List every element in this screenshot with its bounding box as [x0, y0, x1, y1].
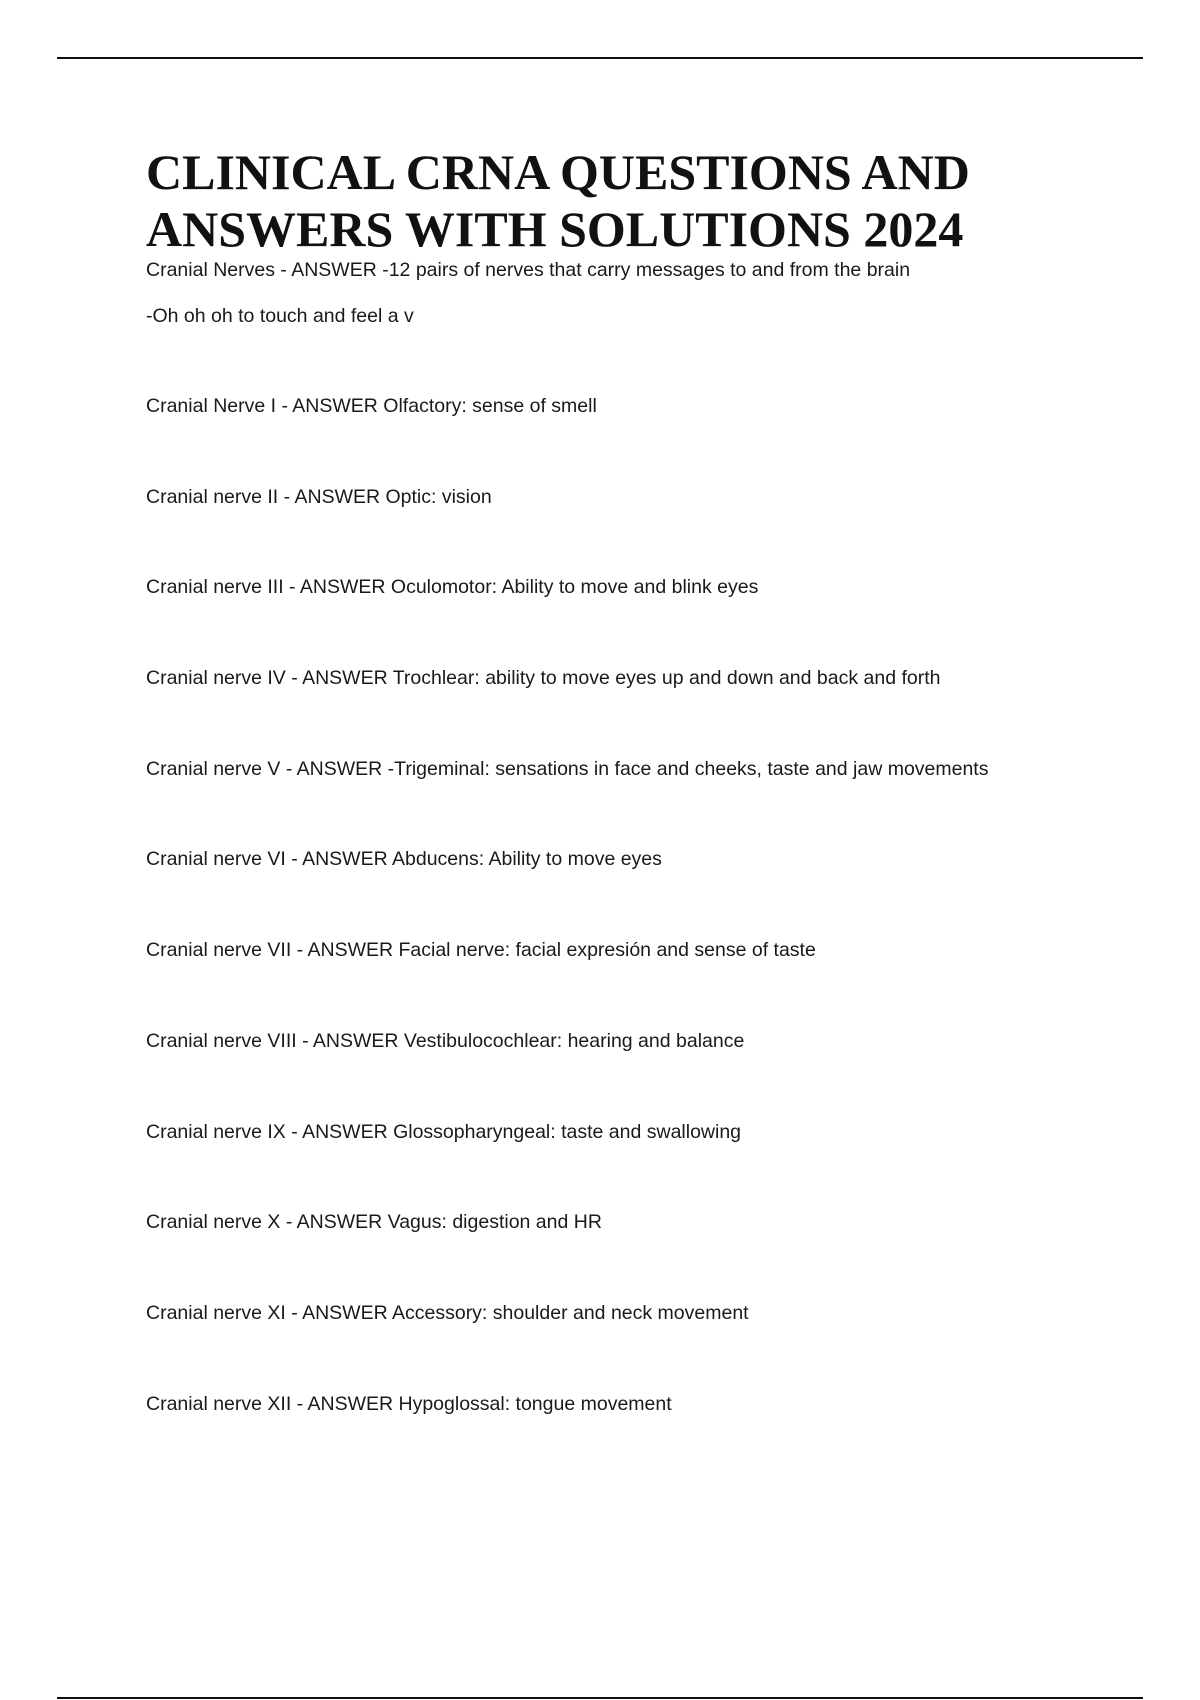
qa-entry: Cranial nerve XI - ANSWER Accessory: shoulder and neck movement	[146, 1301, 749, 1324]
header-rule	[57, 57, 1143, 59]
qa-list	[146, 394, 1106, 1416]
document-title	[146, 144, 1106, 258]
qa-entry: Cranial nerve IX - ANSWER Glossopharyngeal: taste and swallowing	[146, 1120, 742, 1143]
qa-entry: Cranial nerve VI - ANSWER Abducens: Ability to move eyes	[146, 848, 662, 871]
qa-entry: Cranial Nerve I - ANSWER Olfactory: sense of smell	[146, 395, 597, 417]
footer-rule	[57, 1697, 1143, 1699]
intro-answer: Cranial Nerves - ANSWER -12 pairs of nerves that carry messages to and from the brain	[146, 259, 911, 281]
title-line-2: ANSWERS WITH SOLUTIONS 2024	[146, 201, 964, 257]
document-body	[146, 144, 1106, 1482]
qa-entry: Cranial nerve II - ANSWER Optic: vision	[146, 485, 492, 508]
qa-entry: Cranial nerve IV - ANSWER Trochlear: ability to move eyes up and down and back and forth	[146, 667, 941, 690]
qa-entry: Cranial nerve V - ANSWER -Trigeminal: sensations in face and cheeks, taste and jaw movements	[146, 757, 989, 780]
qa-entry: Cranial nerve X - ANSWER Vagus: digestion and HR	[146, 1211, 602, 1234]
qa-entry: Cranial nerve VII - ANSWER Facial nerve: facial expresión and sense of taste	[146, 939, 816, 962]
title-line-1: CLINICAL CRNA QUESTIONS AND	[146, 144, 970, 200]
qa-entry: Cranial nerve XII - ANSWER Hypoglossal: tongue movement	[146, 1392, 672, 1415]
qa-entry: Cranial nerve III - ANSWER Oculomotor: Ability to move and blink eyes	[146, 576, 759, 599]
qa-entry: Cranial nerve VIII - ANSWER Vestibulocochlear: hearing and balance	[146, 1029, 745, 1052]
intro-mnemonic: -Oh oh oh to touch and feel a v	[146, 305, 414, 327]
